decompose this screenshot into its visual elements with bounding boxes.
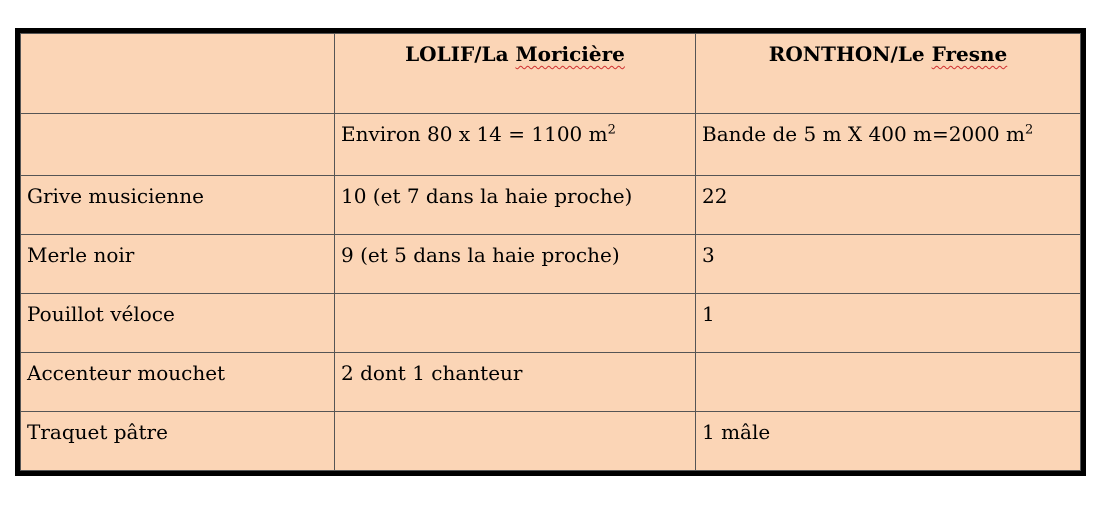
table-row [21, 353, 1081, 412]
lolif-count-cell [335, 294, 696, 353]
header-ronthon: RONTHON/Le Fresne [696, 34, 1081, 114]
table-row [21, 412, 1081, 471]
table-row [21, 176, 1081, 235]
spellcheck-word: Moricière [515, 42, 625, 66]
table-area-row [21, 114, 1081, 176]
spellcheck-word: Fresne [931, 42, 1008, 66]
header-empty-cell [21, 34, 335, 114]
species-cell: Traquet pâtre [21, 412, 335, 471]
table-row [21, 294, 1081, 353]
bird-count-table-frame [15, 28, 1086, 476]
ronthon-count-cell: 22 [696, 176, 1081, 235]
area-ronthon: Bande de 5 m X 400 m=2000 $m^2$ [696, 114, 1081, 176]
ronthon-count-cell: 1 mâle [696, 412, 1081, 471]
table-header-row [21, 34, 1081, 114]
area-label-cell [21, 114, 335, 176]
bird-count-table [20, 33, 1081, 471]
species-cell: Grive musicienne [21, 176, 335, 235]
lolif-count-cell: 9 (et 5 dans la haie proche) [335, 235, 696, 294]
ronthon-count-cell [696, 353, 1081, 412]
lolif-count-cell [335, 412, 696, 471]
header-lolif: LOLIF/La Moricière [335, 34, 696, 114]
ronthon-count-cell: 1 [696, 294, 1081, 353]
ronthon-count-cell: 3 [696, 235, 1081, 294]
species-cell: Pouillot véloce [21, 294, 335, 353]
area-lolif: Environ 80 x 14 = 1100 $m^2$ [335, 114, 696, 176]
species-cell: Merle noir [21, 235, 335, 294]
species-cell: Accenteur mouchet [21, 353, 335, 412]
lolif-count-cell: 2 dont 1 chanteur [335, 353, 696, 412]
table-row [21, 235, 1081, 294]
lolif-count-cell: 10 (et 7 dans la haie proche) [335, 176, 696, 235]
